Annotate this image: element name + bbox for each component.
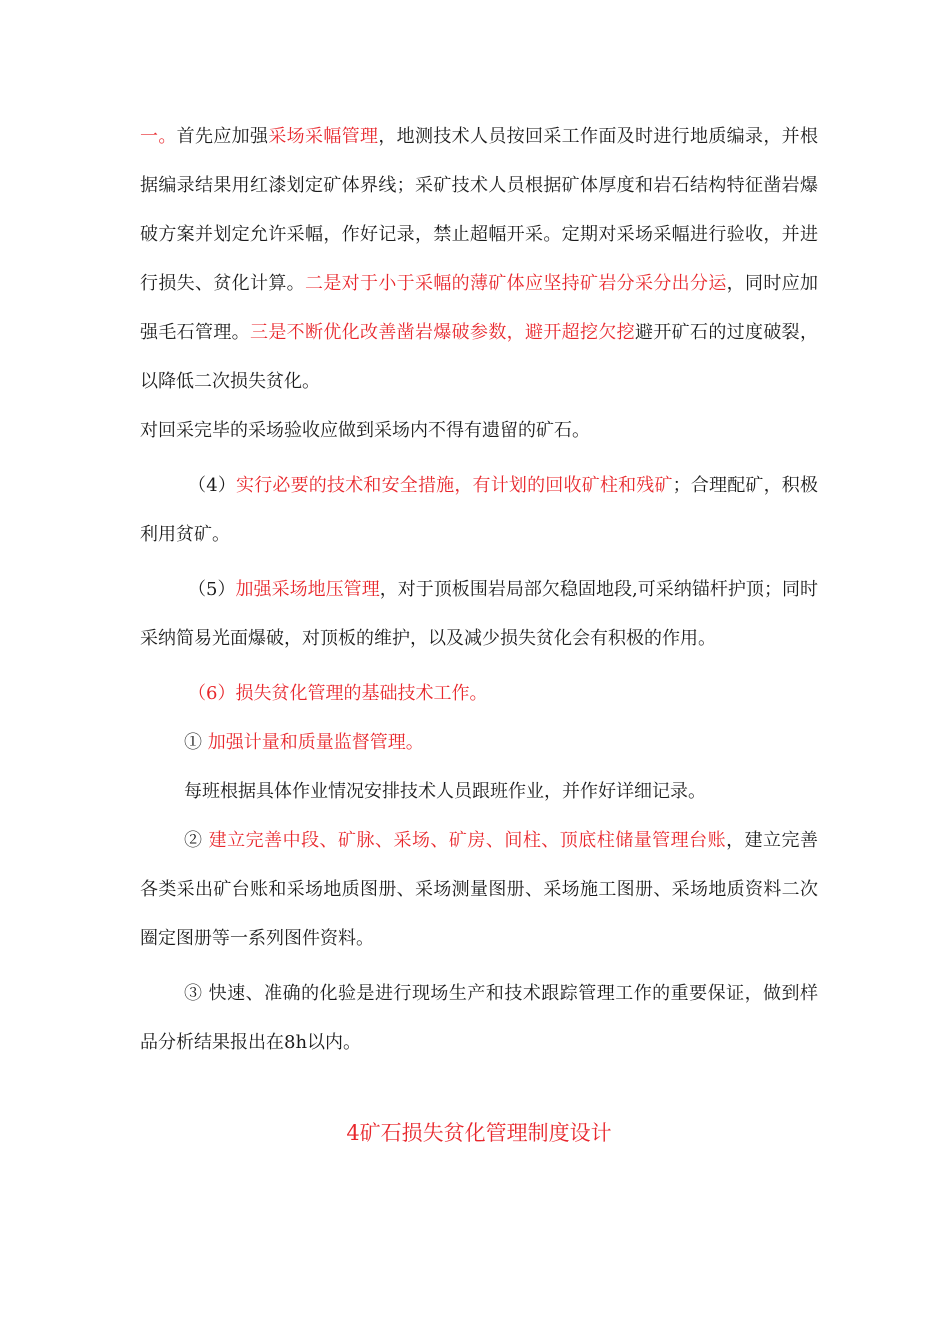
highlight-ground-pressure: 加强采场地压管理 (235, 579, 380, 600)
item-number: （5） (188, 579, 236, 600)
highlight-measurement: 加强计量和质量监督管理。 (202, 732, 424, 753)
text-run: ，地测技术人员按回采工作面及时进行地质编录，并根据编录结果用红漆划定矿体界线；采矿技术人员根据矿体厚度和岩石结构特征凿岩爆破方案并划定允许采幅，作好记录，禁止超幅开采。定期对采场采幅进行验收，并进行损失、贫化计算。 (140, 126, 819, 294)
paragraph-1 (140, 112, 818, 406)
circled-number: ② (184, 830, 203, 851)
text-run: ，对于顶板围岩局部欠稳固地段,可采纳锚杆护顶；同时采纳简易光面爆破，对顶板的维护，以及减少损失贫化会有积极的作用。 (140, 579, 818, 649)
highlight-blasting: 三是不断优化改善凿岩爆破参数，避开超挖欠挖 (250, 322, 635, 343)
text-run: ；合理配矿，积极利用贫矿。 (140, 475, 819, 545)
text-run: ，建立完善各类采出矿台账和采场地质图册、采场测量图册、采场施工图册、采场地质资料二次圈定图册等一系列图件资料。 (140, 830, 819, 949)
paragraph-item-6: （6）损失贫化管理的基础技术工作。 (188, 683, 488, 704)
paragraph-sub-2 (140, 816, 818, 963)
highlight-thin-ore: 二是对于小于采幅的薄矿体应坚持矿岩分采分出分运 (305, 273, 727, 294)
text-run: ，同时应加强毛石管理。 (140, 273, 819, 343)
paragraph-item-5 (140, 565, 818, 663)
circled-number: ① (184, 732, 202, 753)
paragraph-sub-1 (140, 718, 818, 767)
list-marker-1: 一。 (140, 126, 177, 147)
highlight-pillar-recovery: 实行必要的技术和安全措施，有计划的回收矿柱和残矿 (236, 475, 673, 496)
paragraph-sub-3: ③ 快速、准确的化验是进行现场生产和技术跟踪管理工作的重要保证，做到样品分析结果报出在8h以内。 (140, 983, 818, 1053)
document-page (140, 112, 818, 1153)
section-heading: 4矿石损失贫化管理制度设计 (346, 1121, 612, 1145)
paragraph-shift-record: 每班根据具体作业情况安排技术人员跟班作业，并作好详细记录。 (184, 781, 706, 802)
text-run: 首先应加强 (176, 126, 269, 147)
highlight-reserve-ledger: 建立完善中段、矿脉、采场、矿房、间柱、顶底柱储量管理台账 (202, 830, 727, 851)
highlight-stope-width: 采场采幅管理 (268, 126, 379, 147)
text-run: 避开矿石的过度破裂，以降低二次损失贫化。 (140, 322, 818, 392)
paragraph-item-4 (140, 461, 818, 559)
paragraph-2: 对回采完毕的采场验收应做到采场内不得有遗留的矿石。 (140, 420, 590, 441)
item-number: （4） (188, 475, 237, 496)
